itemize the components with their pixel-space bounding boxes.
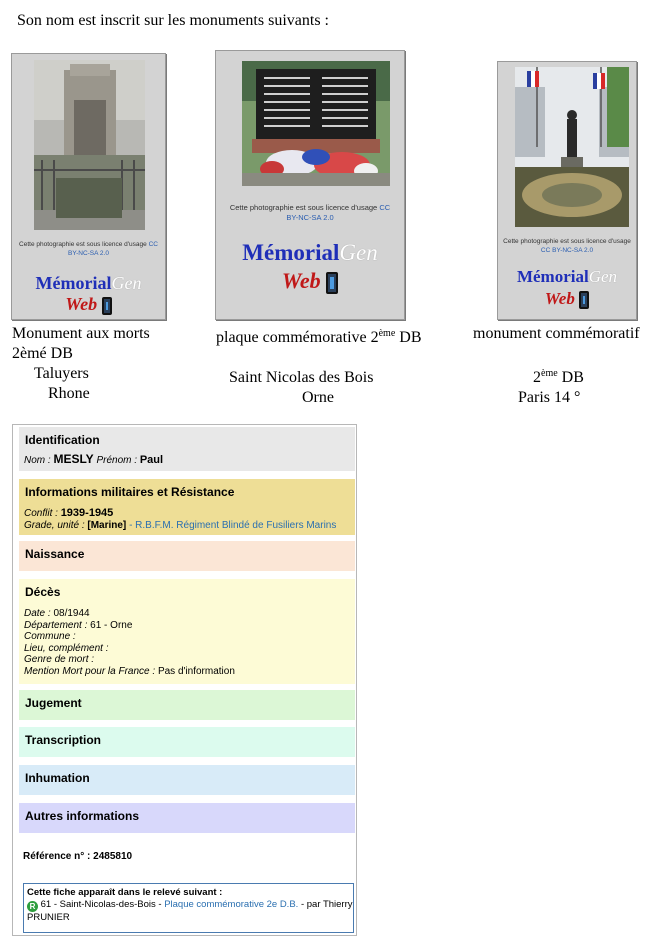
section-deces: Décès Date : 08/1944 Département : 61 - Orne Commune : Lieu, complément : Genre de mort : Mention Mort pour la France : Pas d'information [19, 579, 355, 684]
memorialgen-logo-1: MémorialGen [35, 273, 142, 293]
phone-icon [326, 272, 338, 294]
phone-icon [102, 297, 112, 315]
monument-caption-1: Monument aux morts 2èmé DB Taluyers Rhone [12, 325, 150, 402]
intro-text: Son nom est inscrit sur les monuments suivants : [17, 12, 329, 29]
section-title: Identification [25, 433, 100, 447]
monument-photo-1 [34, 60, 145, 230]
monument-caption-3: monument commémoratif 2ème DB Paris 14 ° [473, 325, 640, 406]
releve-box: Cette fiche apparaît dans le relevé suivant : R 61 - Saint-Nicolas-des-Bois - Plaque commémorative 2e D.B. - par Thierry PRUNIER [23, 883, 354, 933]
section-title: Transcription [25, 733, 102, 747]
section-title: Naissance [25, 547, 85, 561]
license-text-3: Cette photographie est sous licence d'usage CC BY-NC-SA 2.0 [503, 238, 631, 254]
section-identification: Identification Nom : MESLY Prénom : Paul [19, 427, 355, 471]
monument-photo-3 [515, 67, 629, 227]
monument-card-2[interactable] [215, 50, 405, 320]
section-title: Décès [25, 585, 61, 599]
monument-photo-2 [242, 61, 390, 186]
section-title: Inhumation [25, 771, 90, 785]
section-militaire: Informations militaires et Résistance Conflit : 1939-1945 Grade, unité : [Marine] - R.B.F.M. Régiment Blindé de Fusiliers Marins [19, 479, 355, 535]
section-naissance [19, 541, 355, 571]
phone-icon [579, 291, 589, 309]
license-text-2: Cette photographie est sous licence d'usage CC BY-NC-SA 2.0 [229, 203, 391, 223]
releve-badge-icon: R [27, 901, 38, 912]
web-logo-1: Web [12, 295, 165, 315]
web-logo-3: Web [498, 290, 636, 309]
section-title: Informations militaires et Résistance [25, 485, 235, 499]
license-text-1: Cette photographie est sous licence d'usage CC BY-NC-SA 2.0 [19, 241, 158, 257]
releve-link[interactable]: Plaque commémorative 2e D.B. [164, 899, 299, 910]
section-title: Autres informations [25, 809, 140, 823]
section-inhumation [19, 765, 355, 795]
web-logo-2: Web [216, 270, 404, 294]
memorialgen-logo-2: MémorialGen [242, 240, 378, 265]
section-jugement [19, 690, 355, 720]
section-title: Jugement [25, 696, 82, 710]
fiche-panel [12, 424, 357, 936]
section-transcription [19, 727, 355, 757]
memorialgen-logo-3: MémorialGen [516, 267, 618, 286]
reference-line: Référence n° : 2485810 [23, 851, 133, 862]
monument-card-1[interactable] [11, 53, 166, 320]
section-autres [19, 803, 355, 833]
monument-caption-2: plaque commémorative 2ème DB Saint Nicolas des Bois Orne [216, 328, 422, 406]
unite-link[interactable]: - R.B.F.M. Régiment Blindé de Fusiliers Marins [129, 519, 337, 531]
monument-card-3[interactable] [497, 61, 637, 320]
